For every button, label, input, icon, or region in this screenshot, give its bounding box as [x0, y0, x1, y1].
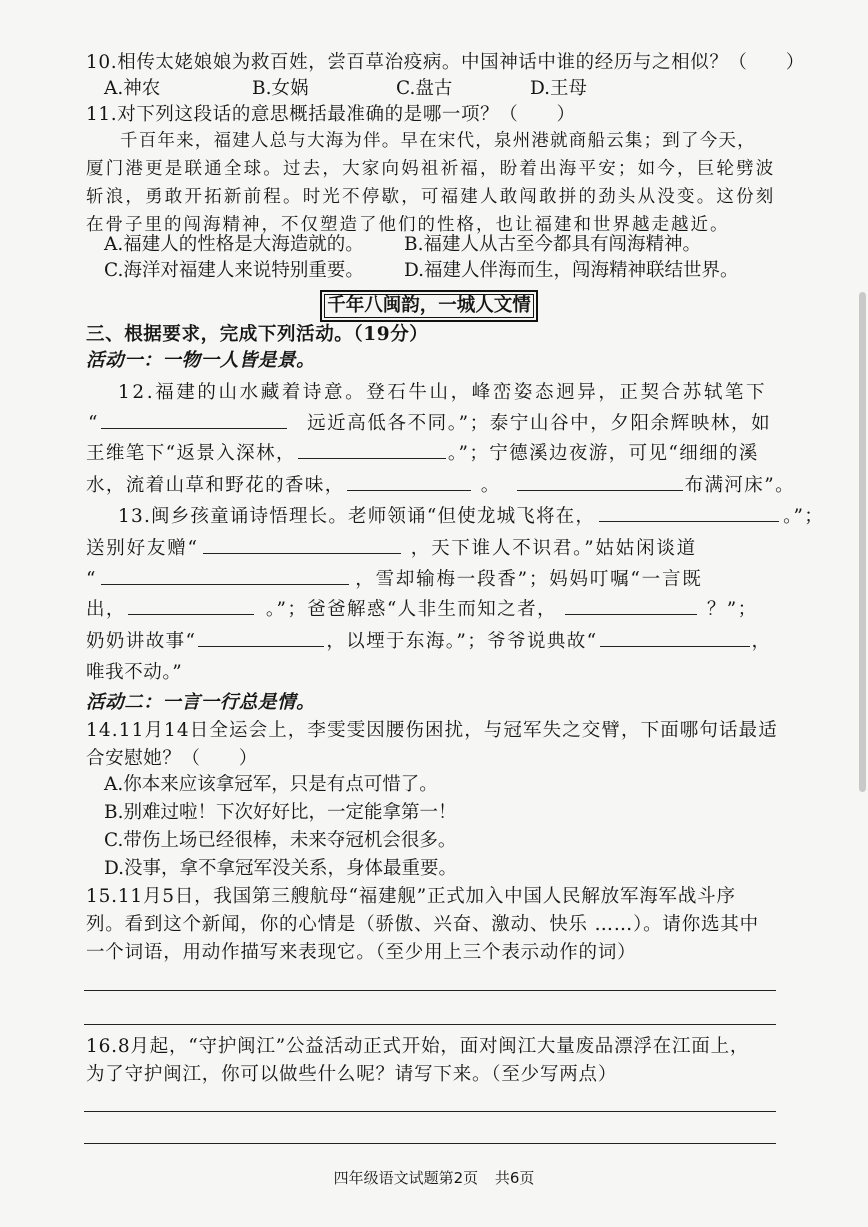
q14-option-d: D.没事，拿不拿冠军没关系，身体最重要。: [104, 858, 458, 879]
q13-line: 13.闽乡孩童诵诗悟理长。老师领诵“但使龙城飞将在， 。”；: [118, 503, 824, 530]
q12-line: “ 远近高低各不同。”；泰宁山谷中，夕阳余辉映林，如: [88, 410, 771, 437]
q11-passage-line: 斩浪，勇敢开拓新前程。时光不停歇，可福建人敢闯敢拼的劲头从没变。这份刻: [86, 187, 776, 207]
q11-option-c: C.海洋对福建人来说特别重要。: [104, 260, 364, 281]
answer-blank[interactable]: [101, 566, 349, 585]
answer-line[interactable]: [84, 1024, 776, 1025]
q10-option-d: D.王母: [530, 78, 588, 99]
q14-stem: 合安慰她？（ ）: [86, 748, 258, 769]
q14-stem: 14.11月14日全运会上，李雯雯因腰伤困扰，与冠军失之交臂，下面哪句话最适: [86, 720, 778, 741]
q10-option-a: A.神农: [104, 78, 161, 99]
answer-line[interactable]: [84, 1111, 776, 1112]
q14-option-b: B.别难过啦！下次好好比，一定能拿第一！: [104, 802, 457, 823]
q15-line: 15.11月5日，我国第三艘航母“福建舰”正式加入中国人民解放军海军战斗序: [86, 886, 736, 907]
answer-blank[interactable]: [565, 596, 697, 615]
answer-line[interactable]: [84, 1143, 776, 1144]
q14-option-a: A.你本来应该拿冠军，只是有点可惜了。: [104, 774, 438, 795]
activity2-heading: 活动二：一言一行总是情。: [86, 692, 316, 713]
q13-line: 奶奶讲故事“ ，以堙于东海。”；爷爷说典故“ ，: [86, 628, 771, 655]
answer-blank[interactable]: [101, 410, 287, 429]
q15-line: 列。看到这个新闻，你的心情是（骄傲、兴奋、激动、快乐 ……）。请你选其中: [86, 914, 759, 935]
q13-line: 送别好友赠“ ，天下谁人不识君。”姑姑闲谈道: [86, 535, 697, 562]
q16-line: 16.8月起，“守护闽江”公益活动正式开始，面对闽江大量废品漂浮在江面上，: [86, 1036, 750, 1057]
answer-blank[interactable]: [128, 596, 254, 615]
answer-line[interactable]: [84, 990, 776, 991]
activity1-heading: 活动一：一物一人皆是景。: [86, 350, 316, 371]
answer-blank[interactable]: [599, 503, 779, 522]
q11-option-a: A.福建人的性格是大海造就的。: [104, 234, 364, 255]
answer-blank[interactable]: [517, 472, 683, 491]
q11-passage-line: 千百年来，福建人总与大海为伴。早在宋代，泉州港就商船云集；到了今天，: [120, 131, 756, 151]
q12-line: 12.福建的山水藏着诗意。登石牛山，峰峦姿态迥异，正契合苏轼笔下: [118, 382, 768, 403]
page-footer: [0, 1168, 868, 1188]
part3-heading: 三、根据要求，完成下列活动。（19分）: [86, 324, 429, 345]
q16-line: 为了守护闽江，你可以做些什么呢？请写下来。（至少写两点）: [86, 1064, 618, 1085]
q13-line: 出， 。”；爸爸解惑“人非生而知之者， ？”；: [86, 596, 758, 623]
answer-blank[interactable]: [600, 628, 750, 647]
section-title: 千年八闽韵，一城人文情: [320, 290, 538, 322]
q15-line: 一个词语，用动作描写来表现它。（至少用上三个表示动作的词）: [86, 942, 637, 963]
q12-line: 王维笔下“返景入深林， 。”；宁德溪边夜游，可见“细细的溪: [86, 440, 759, 467]
q11-passage-line: 厦门港更是联通全球。过去，大家向妈祖祈福，盼着出海平安；如今，巨轮劈波: [86, 159, 776, 179]
q10-option-b: B.女娲: [252, 78, 309, 99]
q13-line: “ ，雪却输梅一段香”；妈妈叮嘱“一言既: [86, 566, 703, 593]
q14-option-c: C.带伤上场已经很棒，未来夺冠机会很多。: [104, 830, 457, 851]
footer-page-label: 四年级语文试题第2页: [333, 1169, 479, 1187]
q13-line: 唯我不动。”: [86, 662, 183, 683]
q10-option-c: C.盘古: [396, 78, 453, 99]
footer-total-label: 共6页: [494, 1169, 535, 1187]
answer-blank[interactable]: [298, 440, 446, 459]
q11-option-b: B.福建人从古至今都具有闯海精神。: [404, 234, 701, 255]
vertical-scrollbar[interactable]: [859, 292, 866, 792]
answer-blank[interactable]: [347, 472, 471, 491]
q11-option-d: D.福建人伴海而生，闯海精神联结世界。: [404, 260, 739, 281]
q11-passage-line: 在骨子里的闯海精神，不仅塑造了他们的性格，也让福建和世界越走越近。: [86, 215, 730, 235]
q11-stem: 11.对下列这段话的意思概括最准确的是哪一项？（ ）: [86, 104, 576, 125]
q12-line: 水，流着山草和野花的香味， 。 布满河床”。: [86, 472, 795, 499]
q10-stem: 10.相传太姥娘娘为救百姓，尝百草治疫病。中国神话中谁的经历与之相似？（ ）: [86, 52, 805, 73]
answer-blank[interactable]: [203, 535, 401, 554]
answer-blank[interactable]: [198, 628, 324, 647]
